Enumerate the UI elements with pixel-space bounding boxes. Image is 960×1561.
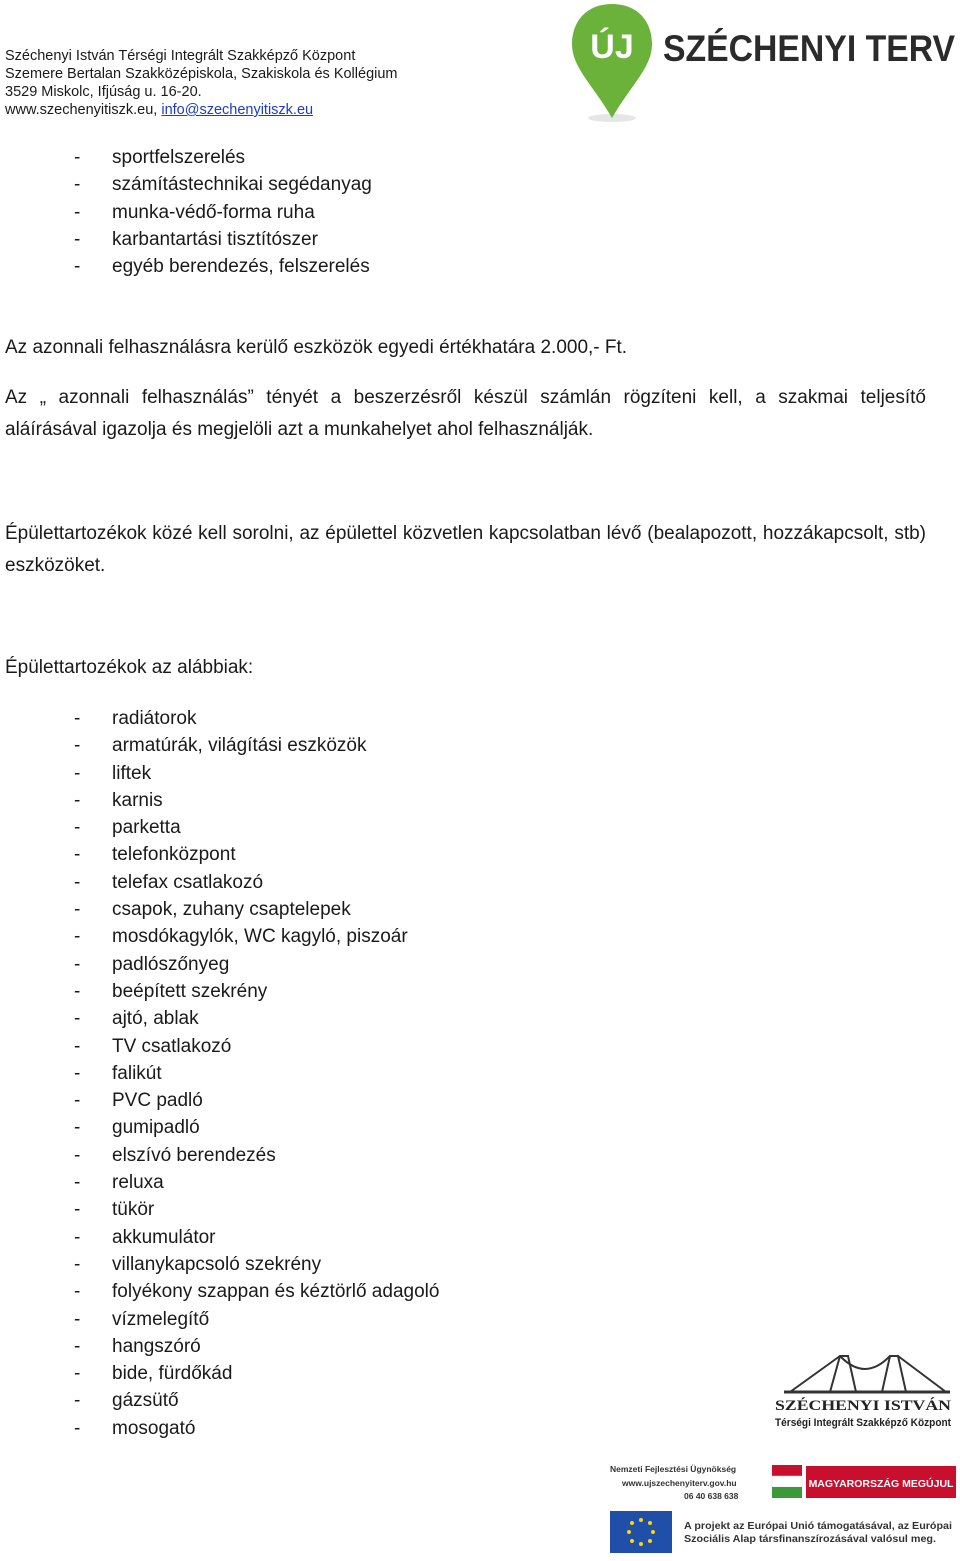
list-item: [74, 1169, 439, 1196]
building-accessories-heading: Épülettartozékok az alábbiak:: [5, 657, 254, 678]
list-item-text: reluxa: [112, 1172, 164, 1194]
usage-record-paragraph: Az „ azonnali felhasználás” tényét a beszerzésről készül számlán rögzíteni kell, a szakmai teljesítő aláírásával igazolja és megjelöli azt a munkahelyet ahol felhasználják.: [5, 387, 926, 440]
bridge-icon: [784, 1356, 950, 1392]
header-school: Szemere Bertalan Szakközépiskola, Szakiskola és Kollégium: [5, 66, 398, 82]
list-item-text: karnis: [112, 789, 163, 811]
list-bullet: -: [74, 899, 81, 921]
list-item-text: telefonközpont: [112, 844, 236, 866]
header-info: [5, 47, 398, 119]
list-item: [74, 253, 372, 280]
list-bullet: -: [74, 735, 81, 757]
list-bullet: -: [74, 953, 81, 975]
list-item-text: villanykapcsoló szekrény: [112, 1253, 322, 1275]
list-item: [74, 1333, 439, 1360]
list-item: [74, 869, 439, 896]
list-bullet: -: [74, 1281, 81, 1303]
eu-funding-line1: A projekt az Európai Unió támogatásával, az Európai: [684, 1521, 953, 1532]
agency-url: www.ujszechenyiterv.gov.hu: [622, 1478, 737, 1488]
header-address: 3529 Miskolc, Ifjúság u. 16-20.: [5, 84, 202, 100]
list-item: [74, 1114, 439, 1141]
list-item-text: bide, fürdőkád: [112, 1363, 233, 1385]
list-item-text: mosogató: [112, 1417, 196, 1439]
hungary-badge-text: MAGYARORSZÁG MEGÚJUL: [808, 1478, 954, 1490]
list-bullet: -: [74, 1253, 81, 1275]
eu-funding-line2: Szociális Alap társfinanszírozásával valósul meg.: [684, 1534, 937, 1545]
list-item-text: armatúrák, világítási eszközök: [112, 735, 367, 757]
list-bullet: -: [74, 1363, 81, 1385]
list-bullet: -: [74, 1335, 81, 1357]
list-bullet: -: [74, 871, 81, 893]
list-item: [74, 814, 439, 841]
uj-szechenyi-terv-logo: [568, 2, 958, 124]
list-item: [74, 1224, 439, 1251]
list-item: [74, 923, 439, 950]
list-item-text: radiátorok: [112, 708, 197, 729]
list-item: [74, 732, 439, 759]
szechenyi-istvan-subtitle: Térségi Integrált Szakképző Központ: [775, 1417, 952, 1429]
list-item: [74, 1005, 439, 1032]
list-bullet: -: [74, 980, 81, 1002]
header-contact: [5, 101, 398, 119]
list-item: [74, 144, 372, 171]
header-institution: Széchenyi István Térségi Integrált Szakképző Központ: [5, 48, 356, 64]
list-item-text: mosdókagylók, WC kagyló, piszoár: [112, 926, 408, 948]
list-item: [74, 951, 439, 978]
list-item-text: csapok, zuhany csaptelepek: [112, 899, 351, 921]
list-item-text: beépített szekrény: [112, 980, 268, 1002]
list-bullet: -: [74, 844, 81, 866]
list-item-text: hangszóró: [112, 1335, 201, 1357]
list-bullet: -: [74, 201, 81, 223]
list-item: [74, 1278, 439, 1305]
list-item-text: egyéb berendezés, felszerelés: [112, 256, 370, 278]
list-item: [74, 705, 439, 732]
list-item-text: falikút: [112, 1062, 162, 1084]
funding-footer: [606, 1462, 958, 1558]
list-bullet: -: [74, 708, 81, 729]
value-limit-paragraph: Az azonnali felhasználásra kerülő eszközök egyedi értékhatára 2.000,- Ft.: [5, 337, 628, 358]
list-item: [74, 1306, 439, 1333]
list-item-text: TV csatlakozó: [112, 1035, 232, 1057]
list-item-text: számítástechnikai segédanyag: [112, 174, 372, 196]
list-bullet: -: [74, 789, 81, 811]
list-item: [74, 1196, 439, 1223]
list-bullet: -: [74, 1117, 81, 1139]
list-item-text: parketta: [112, 817, 181, 839]
list-item-text: ajtó, ablak: [112, 1008, 199, 1030]
list-item-text: PVC padló: [112, 1090, 203, 1112]
building-accessories-definition: Épülettartozékok közé kell sorolni, az épülettel közvetlen kapcsolatban lévő (bealapozott, hozzákapcsolt, stb) eszközöket.: [5, 523, 926, 576]
list-item: [74, 226, 372, 253]
list-item-text: akkumulátor: [112, 1226, 216, 1248]
list-item: [74, 1387, 439, 1414]
list-item-text: gázsütő: [112, 1390, 179, 1412]
szechenyi-istvan-name: SZÉCHENYI ISTVÁN: [775, 1398, 924, 1414]
list-item: [74, 1251, 439, 1278]
list-bullet: -: [74, 1008, 81, 1030]
list-item: [74, 199, 372, 226]
list-bullet: -: [74, 1035, 81, 1057]
list-item-text: folyékony szappan és kéztörlő adagoló: [112, 1281, 440, 1303]
agency-name: Nemzeti Fejlesztési Ügynökség: [610, 1464, 737, 1474]
list-bullet: -: [74, 1144, 81, 1166]
list-item-text: sportfelszerelés: [112, 147, 246, 168]
list-bullet: -: [74, 228, 81, 250]
list-item: [74, 978, 439, 1005]
agency-phone: 06 40 638 638: [684, 1491, 739, 1501]
list-bullet: -: [74, 256, 81, 278]
list-item: [74, 171, 372, 198]
list-item: [74, 1360, 439, 1387]
list-item-text: padlószőnyeg: [112, 953, 230, 975]
eu-flag-icon: [610, 1511, 672, 1553]
hungarian-flag-icon: [772, 1465, 802, 1498]
logo-brand-text: SZÉCHENYI TERV: [663, 28, 956, 69]
list-bullet: -: [74, 1062, 81, 1084]
list-item: [74, 1033, 439, 1060]
list-item: [74, 1060, 439, 1087]
list-bullet: -: [74, 1090, 81, 1112]
list-item-text: karbantartási tisztítószer: [112, 228, 318, 250]
list-item-text: gumipadló: [112, 1117, 200, 1139]
list-item-text: liftek: [112, 762, 152, 784]
list-item-text: telefax csatlakozó: [112, 871, 264, 893]
list-bullet: -: [74, 174, 81, 196]
list-bullet: -: [74, 762, 81, 784]
list-item-text: vízmelegítő: [112, 1308, 210, 1330]
list-item-text: elszívó berendezés: [112, 1144, 276, 1166]
list-item: [74, 841, 439, 868]
list-bullet: -: [74, 1226, 81, 1248]
list-item: [74, 1087, 439, 1114]
list-bullet: -: [74, 1199, 81, 1221]
website-link[interactable]: www.szechenyitiszk.eu: [5, 102, 154, 118]
list-bullet: -: [74, 1172, 81, 1194]
list-bullet: -: [74, 1308, 81, 1330]
list-item-text: tükör: [112, 1199, 155, 1221]
list-item: [74, 760, 439, 787]
list-bullet: -: [74, 147, 81, 168]
contact-separator: ,: [153, 102, 162, 118]
building-accessories-list: [74, 705, 439, 1442]
email-link[interactable]: info@szechenyitiszk.eu: [161, 102, 314, 118]
equipment-list: [74, 144, 372, 280]
list-bullet: -: [74, 1390, 81, 1412]
list-item: [74, 1142, 439, 1169]
list-item: [74, 787, 439, 814]
list-bullet: -: [74, 817, 81, 839]
list-bullet: -: [74, 1417, 81, 1439]
list-item: [74, 896, 439, 923]
list-item-text: munka-védő-forma ruha: [112, 201, 315, 223]
list-item: [74, 1415, 439, 1442]
szechenyi-istvan-logo: [770, 1352, 956, 1430]
list-bullet: -: [74, 926, 81, 948]
logo-badge-text: ÚJ: [590, 28, 634, 66]
